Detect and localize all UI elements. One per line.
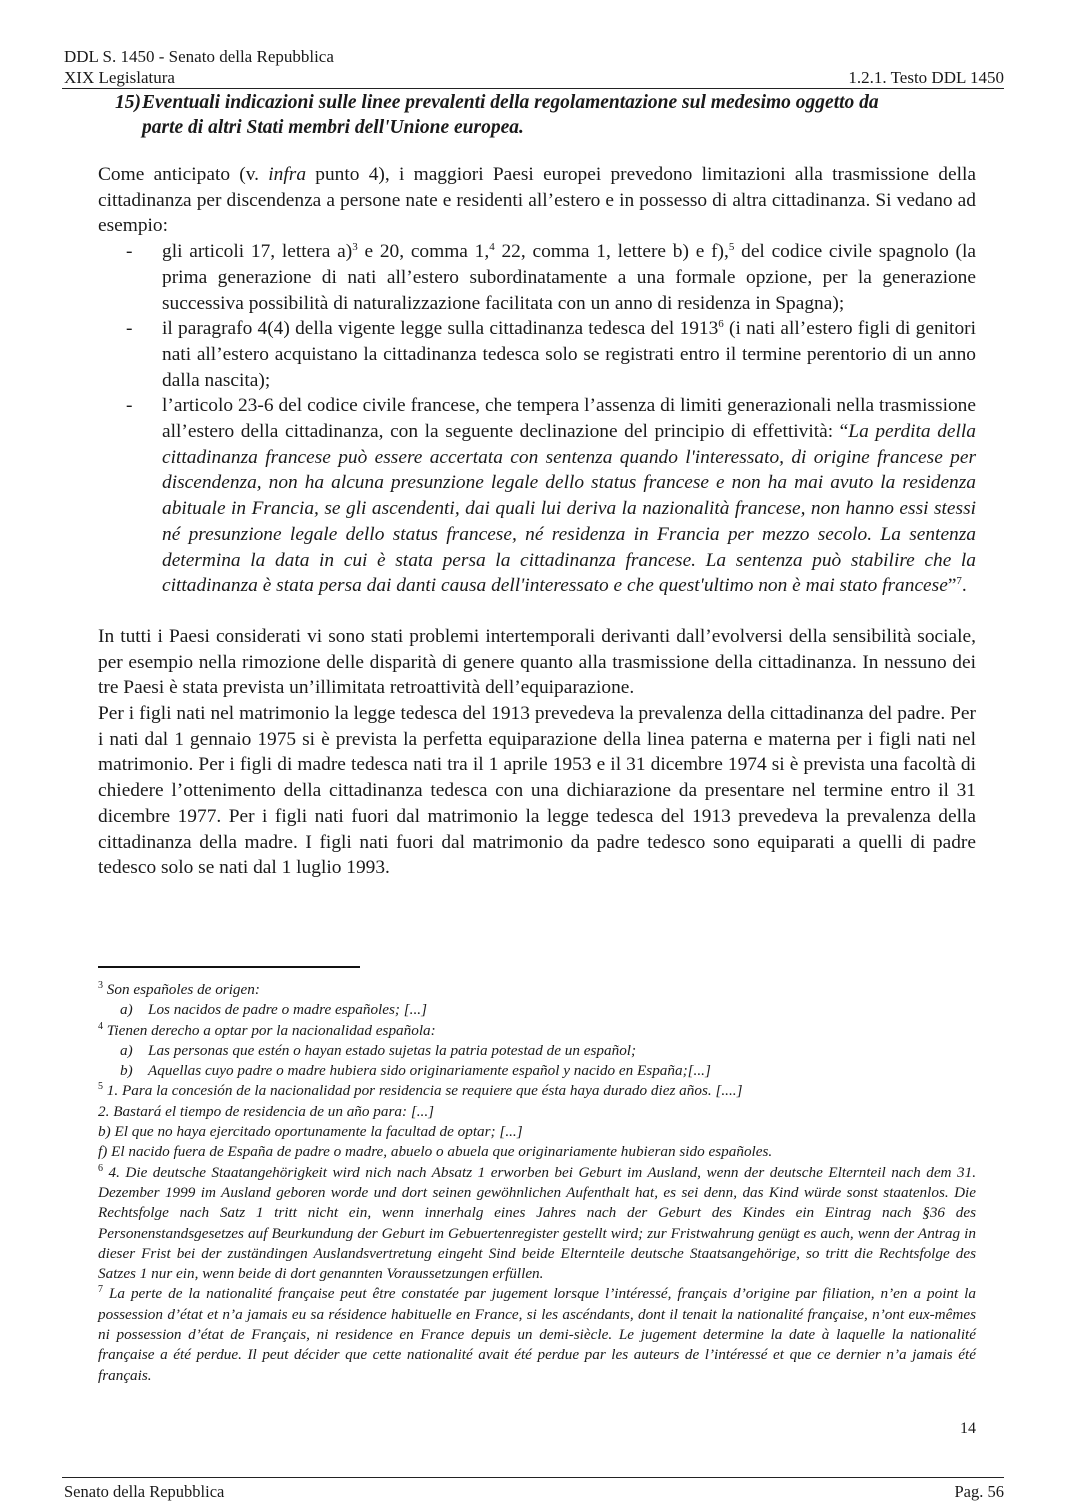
footnote-item-label: a) bbox=[120, 1001, 133, 1019]
footer-rule bbox=[62, 1477, 1004, 1478]
footnote-3-number: 3 bbox=[98, 980, 103, 991]
footnote-4-number: 4 bbox=[98, 1020, 103, 1032]
footnote-5-line1 bbox=[98, 1081, 976, 1101]
footnote-ref-4[interactable]: 4 bbox=[489, 241, 495, 254]
header-legislature: XIX Legislatura bbox=[64, 68, 175, 87]
footnote-3-item-a bbox=[98, 1000, 976, 1020]
footnote-item-text: Los nacidos de padre o madre españoles; [...] bbox=[148, 1001, 427, 1019]
footnote-ref-3[interactable]: 3 bbox=[352, 241, 358, 254]
item3-end: . bbox=[961, 575, 967, 597]
footnote-5-number: 5 bbox=[98, 1081, 103, 1093]
item1-text-c: 22, comma 1, lettere b) e f), bbox=[494, 241, 729, 263]
footnotes bbox=[98, 980, 976, 1386]
footnote-3-text: Son españoles de origen: bbox=[106, 981, 260, 998]
paragraph-intertemporal: In tutti i Paesi considerati vi sono stati problemi intertemporali derivanti dall’evolversi della sensibilità sociale, per esempio nella rimozione delle disparità di genere quanto alla trasmissione della cittadinanza. In nessuno dei tre Paesi è stata prevista un’illimitata retroattività dell’equiparazione. bbox=[98, 625, 976, 699]
header-rule bbox=[62, 88, 1004, 89]
footnote-6-number: 6 bbox=[98, 1162, 103, 1174]
footnote-ref-5[interactable]: 5 bbox=[728, 241, 735, 254]
intro-infra: infra bbox=[268, 164, 307, 185]
footnote-4-text: Tienen derecho a optar por la nacionalidad española: bbox=[106, 1021, 436, 1039]
item3-quote: La perdita della cittadinanza francese può essere accertata con sentenza quando l'interessato, di origine francese per discendenza, non ha alcuna presunzione legale dello status francese e non ha mai avuto la residenza abituale in Francia, se gli ascendenti, dai quali lui deriva la nazionalità francese, non hanno essi stessi né presunzione legale dello status francese, né residenza in Francia per mezzo secolo. La sentenza determina la data in cui è stata persa la cittadinanza francese. La sentenza può stabilire che la cittadinanza è stata persa dai danti causa dell'interessato e che quest'ultimo non è mai stato francese bbox=[162, 421, 976, 597]
main-text bbox=[98, 162, 976, 881]
list-dash: - bbox=[126, 395, 133, 417]
section-number: 15) bbox=[115, 92, 141, 113]
item3-close-quote: ” bbox=[947, 575, 957, 597]
item2-text-a: il paragrafo 4(4) della vigente legge sulla cittadinanza tedesca del 1913 bbox=[162, 318, 719, 340]
intro-text-b: punto 4), i maggiori Paesi europei prevedono limitazioni alla trasmissione della cittadinanza per discendenza a persone nate e residenti all’estero e in possesso di altra cittadinanza. Si vedano ad esempio: bbox=[98, 164, 976, 237]
list-dash: - bbox=[126, 318, 133, 340]
footnote-item-label: a) bbox=[120, 1041, 133, 1059]
section-title bbox=[115, 90, 975, 140]
page-number: 14 bbox=[960, 1420, 976, 1437]
list-item-germany bbox=[98, 316, 976, 393]
footnote-separator bbox=[98, 966, 360, 968]
item1-text-a: gli articoli 17, lettera a) bbox=[162, 241, 353, 263]
footnote-4-item-a bbox=[98, 1041, 976, 1061]
footer-senate: Senato della Repubblica bbox=[64, 1482, 225, 1501]
footnote-7-text: La perte de la nationalité française peut être constatée par jugement lorsque l’intéressé, français d’origine par filiation, n’en a point la possession d’état et n’a jamais eu sa résidence habituelle en France, si les ascéndants, dont il tenait la nationalité française, n’ont eux-mêmes ni possession d’état de Français, ni residence en France depuis un demi-siècle. Le jugement determine la date à laquelle la nationalité française a été perdue. Il peut décider que cette nationalité avait été perdue par les auteurs de l’intéressé et que ce dernier n’a jamais été français. bbox=[98, 1285, 976, 1384]
footnote-6-text: 4. Die deutsche Staatangehörigkeit wird nich nach Absatz 1 erworben bei Geburt im Ausland, wenn der deutsche Elternteil nach dem 31. Dezember 1999 im Ausland geboren worde und dort seinen gewöhnlichen Aufenthalt hat, es sei denn, das Kind würde sonst staatenlos. Die Rechtsfolge nach Satz 1 tritt nicht ein, wenn innerhalg eines Jahres nach der Geburt des Kindes ein Eintrag nach §36 des Personenstandsgesetzes auf Beurkundung der Geburt im Gebuertenregister gestellt wird; zur Fristwahrung genügt es auch, wenn der Antrag in dieser Frist bei der zuständingen Auslandsvertretung eingeht Sind beide Elternteile deutsche Staatsangehörige, so tritt die Rechtsfolge des Satzes 1 nur ein, wenn beide di dort genannten Voraussetzungen erfüllen. bbox=[98, 1163, 976, 1283]
footnote-6 bbox=[98, 1163, 976, 1285]
section-title-line2: parte di altri Stati membri dell'Unione europea. bbox=[142, 117, 524, 138]
footnote-7 bbox=[98, 1284, 976, 1385]
intro-paragraph bbox=[98, 162, 976, 239]
country-list bbox=[98, 239, 976, 599]
header-doc-title: DDL S. 1450 - Senato della Repubblica bbox=[64, 47, 334, 66]
item2-text-b: (i nati all’estero figli di genitori nati all’estero acquistano la cittadinanza tedesca solo se registrati entro il termine perentorio di un anno dalla nascita); bbox=[162, 318, 976, 391]
footnote-7-number: 7 bbox=[98, 1284, 103, 1296]
footnote-4-head bbox=[98, 1021, 976, 1041]
footnote-item-label: b) bbox=[120, 1062, 133, 1080]
header-section-ref: 1.2.1. Testo DDL 1450 bbox=[848, 68, 1004, 87]
item3-text-a: l’articolo 23-6 del codice civile francese, che tempera l’assenza di limiti generazionali nella trasmissione all’estero della cittadinanza, con la seguente declinazione del principio di effettività: “ bbox=[162, 395, 976, 443]
footnote-ref-7[interactable]: 7 bbox=[956, 575, 962, 588]
paragraph-german-law: Per i figli nati nel matrimonio la legge tedesca del 1913 prevedeva la prevalenza della cittadinanza del padre. Per i nati dal 1 gennaio 1975 si è prevista la perfetta equiparazione della linea paterna e materna per i figli nati nel matrimonio. Per i figli di madre tedesca nati tra il 1 aprile 1953 e il 31 dicembre 1974 si è prevista una facoltà di chiedere l’ottenimento della cittadinanza tedesca con una dichiarazione da presentare nel termine entro il 31 dicembre 1977. Per i figli nati fuori dal matrimonio la legge tedesca del 1913 prevedeva la prevalenza della cittadinanza della madre. I figli nati fuori dal matrimonio da padre tedesco sono equiparati a quelli di padre tedesco solo se nati dal 1 luglio 1993. bbox=[98, 703, 976, 879]
footnote-item-text: Aquellas cuyo padre o madre hubiera sido originariamente español y nacido en España;[...] bbox=[148, 1062, 711, 1080]
footnote-5-line-b: b) El que no haya ejercitado oportunamente la facultad de optar; [...] bbox=[98, 1123, 523, 1141]
list-item-spain bbox=[98, 239, 976, 316]
item1-text-b: e 20, comma 1, bbox=[357, 241, 490, 263]
list-item-france bbox=[98, 393, 976, 599]
section-title-line1: Eventuali indicazioni sulle linee prevalenti della regolamentazione sul medesimo oggetto da bbox=[142, 92, 879, 113]
intro-text-a: Come anticipato (v. bbox=[98, 164, 269, 185]
item1-text-d: del codice civile spagnolo (la prima generazione di nati all’estero subordinatamente a una formale opzione, per la generazione successiva possibilità di naturalizzazione facilitata con un anno di residenza in Spagna); bbox=[162, 241, 976, 314]
footnote-5-line-f: f) El nacido fuera de España de padre o madre, abuelo o abuela que originariamente hubieran sido españoles. bbox=[98, 1143, 773, 1161]
footnote-4-item-b bbox=[98, 1061, 976, 1081]
footnote-5-line2: 2. Bastará el tiempo de residencia de un año para: [...] bbox=[98, 1102, 435, 1120]
footnote-item-text: Las personas que estén o hayan estado sujetas la patria potestad de un español; bbox=[148, 1041, 637, 1059]
footnote-5-text: 1. Para la concesión de la nacionalidad por residencia se requiere que ésta haya durado diez años. [....] bbox=[106, 1082, 743, 1100]
footnote-ref-6[interactable]: 6 bbox=[718, 318, 724, 331]
footnote-3-head bbox=[98, 980, 976, 1000]
footer-page-ref: Pag. 56 bbox=[954, 1482, 1004, 1501]
list-dash: - bbox=[126, 241, 133, 263]
